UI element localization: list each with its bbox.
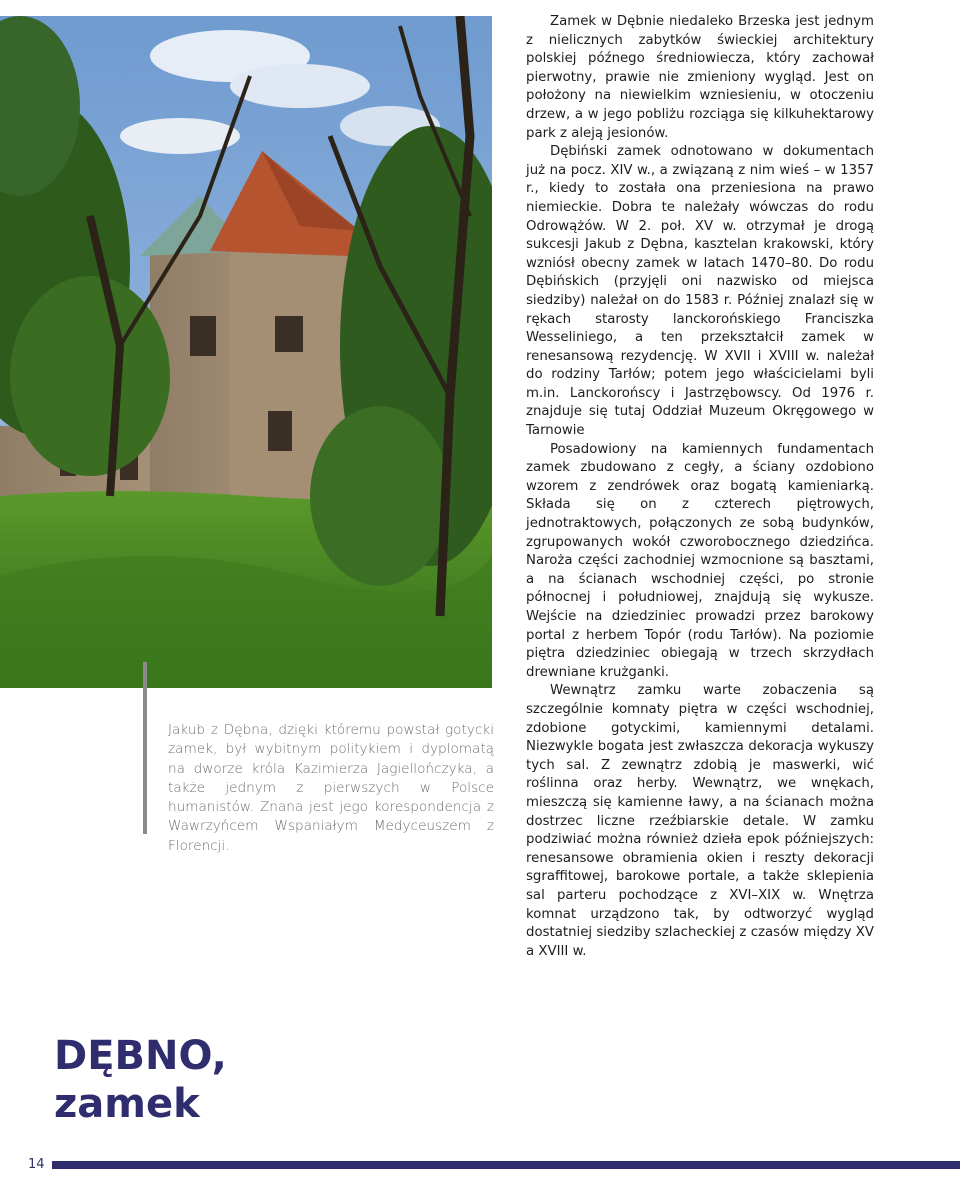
footer-bar: [52, 1161, 960, 1169]
caption-rule: [143, 662, 147, 834]
paragraph-architecture: Posadowiony na kamiennych fundamentach zamek zbudowano z cegły, a ściany ozdobiono wzorem z zendrówek oraz bogatą kamieniarką. Składa się on z czterech piętrowych, jednotraktowych, połączonych ze sobą budynków, zgrupowanych wokół czworobocznego dziedzińca. Naroża części zachodniej wzmocnione są basztami, a na ścianach wschodniej części, po stronie północnej i południowej, znajdują się wykusze. Wejście na dziedziniec prowadzi przez barokowy portal z herbem Topór (rodu Tarłów). Na poziomie piętra dziedziniec obiegają w trzech skrzydłach drewniane krużganki.: [526, 441, 874, 680]
photo-caption: Jakub z Dębna, dzięki któremu powstał gotycki zamek, był wybitnym politykiem i dyplomatą na dworze króla Kazimierza Jagiellończyka, a także jednym z pierwszych w Polsce humanistów. Znana jest jego korespondencja z Wawrzyńcem Wspaniałym Medyceuszem z Florencji.: [168, 722, 494, 854]
title-line-2: zamek: [54, 1081, 200, 1127]
castle-photo: [0, 16, 492, 688]
article-body: [526, 13, 874, 961]
paragraph-interior: Wewnątrz zamku warte zobaczenia są szczególnie komnaty piętra w części wschodniej, zdobione gotyckimi, kamiennymi detalami. Niezwykle bogata jest zwłaszcza dekoracja wykuszy tych sal. Z zewnątrz zdobią je maswerki, wić roślinna oraz herby. Wewnątrz, we wnękach, mieszczą się kamienne ławy, a na ścianach można dostrzec liczne rzeźbiarskie detale. W zamku podziwiać można również dzieła epok późniejszych: renesansowe obramienia okien i reszty dekoracji sgraffitowej, barokowe portale, a także sklepienia sal parteru pochodzące z XVI–XIX w. Wnętrza komnat urządzono tak, by odtworzyć wygląd dostatniej siedziby szlacheckiej z czasów między XV a XVIII w.: [526, 683, 874, 959]
page-title: [54, 1032, 227, 1128]
paragraph-history: Dębiński zamek odnotowano w dokumentach już na pocz. XIV w., a związaną z nim wieś – w 1357 r., kiedy to została ona przeniesiona na prawo niemieckie. Dobra te należały wówczas do rodu Odrowążów. W 2. poł. XV w. otrzymał je drogą sukcesji Jakub z Dębna, kasztelan krakowski, który wzniósł obecny zamek w latach 1470–80. Do rodu Dębińskich (przyjęli oni nazwisko od miejsca siedziby) należał on do 1583 r. Później znalazł się w rękach starosty lanckorońskiego Franciszka Wesseliniego, a ten przekształcił zamek w renesansową rezydencję. W XVII i XVIII w. należał do rodziny Tarłów; potem jego właścicielami byli m.in. Lanckorońscy i Jastrzębowscy. Od 1976 r. znajduje się tutaj Oddział Muzeum Okręgowego w Tarnowie: [526, 144, 874, 439]
page-number: 14: [28, 1157, 45, 1172]
title-line-1: DĘBNO,: [54, 1033, 227, 1079]
paragraph-intro: Zamek w Dębnie niedaleko Brzeska jest jednym z nielicznych zabytków świeckiej architektury polskiej późnego średniowiecza, który zachował pierwotny, prawie nie zmieniony wygląd. Jest on położony na niewielkim wzniesieniu, w otoczeniu drzew, a w jego pobliżu rozciąga się kilkuhektarowy park z aleją jesionów.: [526, 14, 874, 141]
